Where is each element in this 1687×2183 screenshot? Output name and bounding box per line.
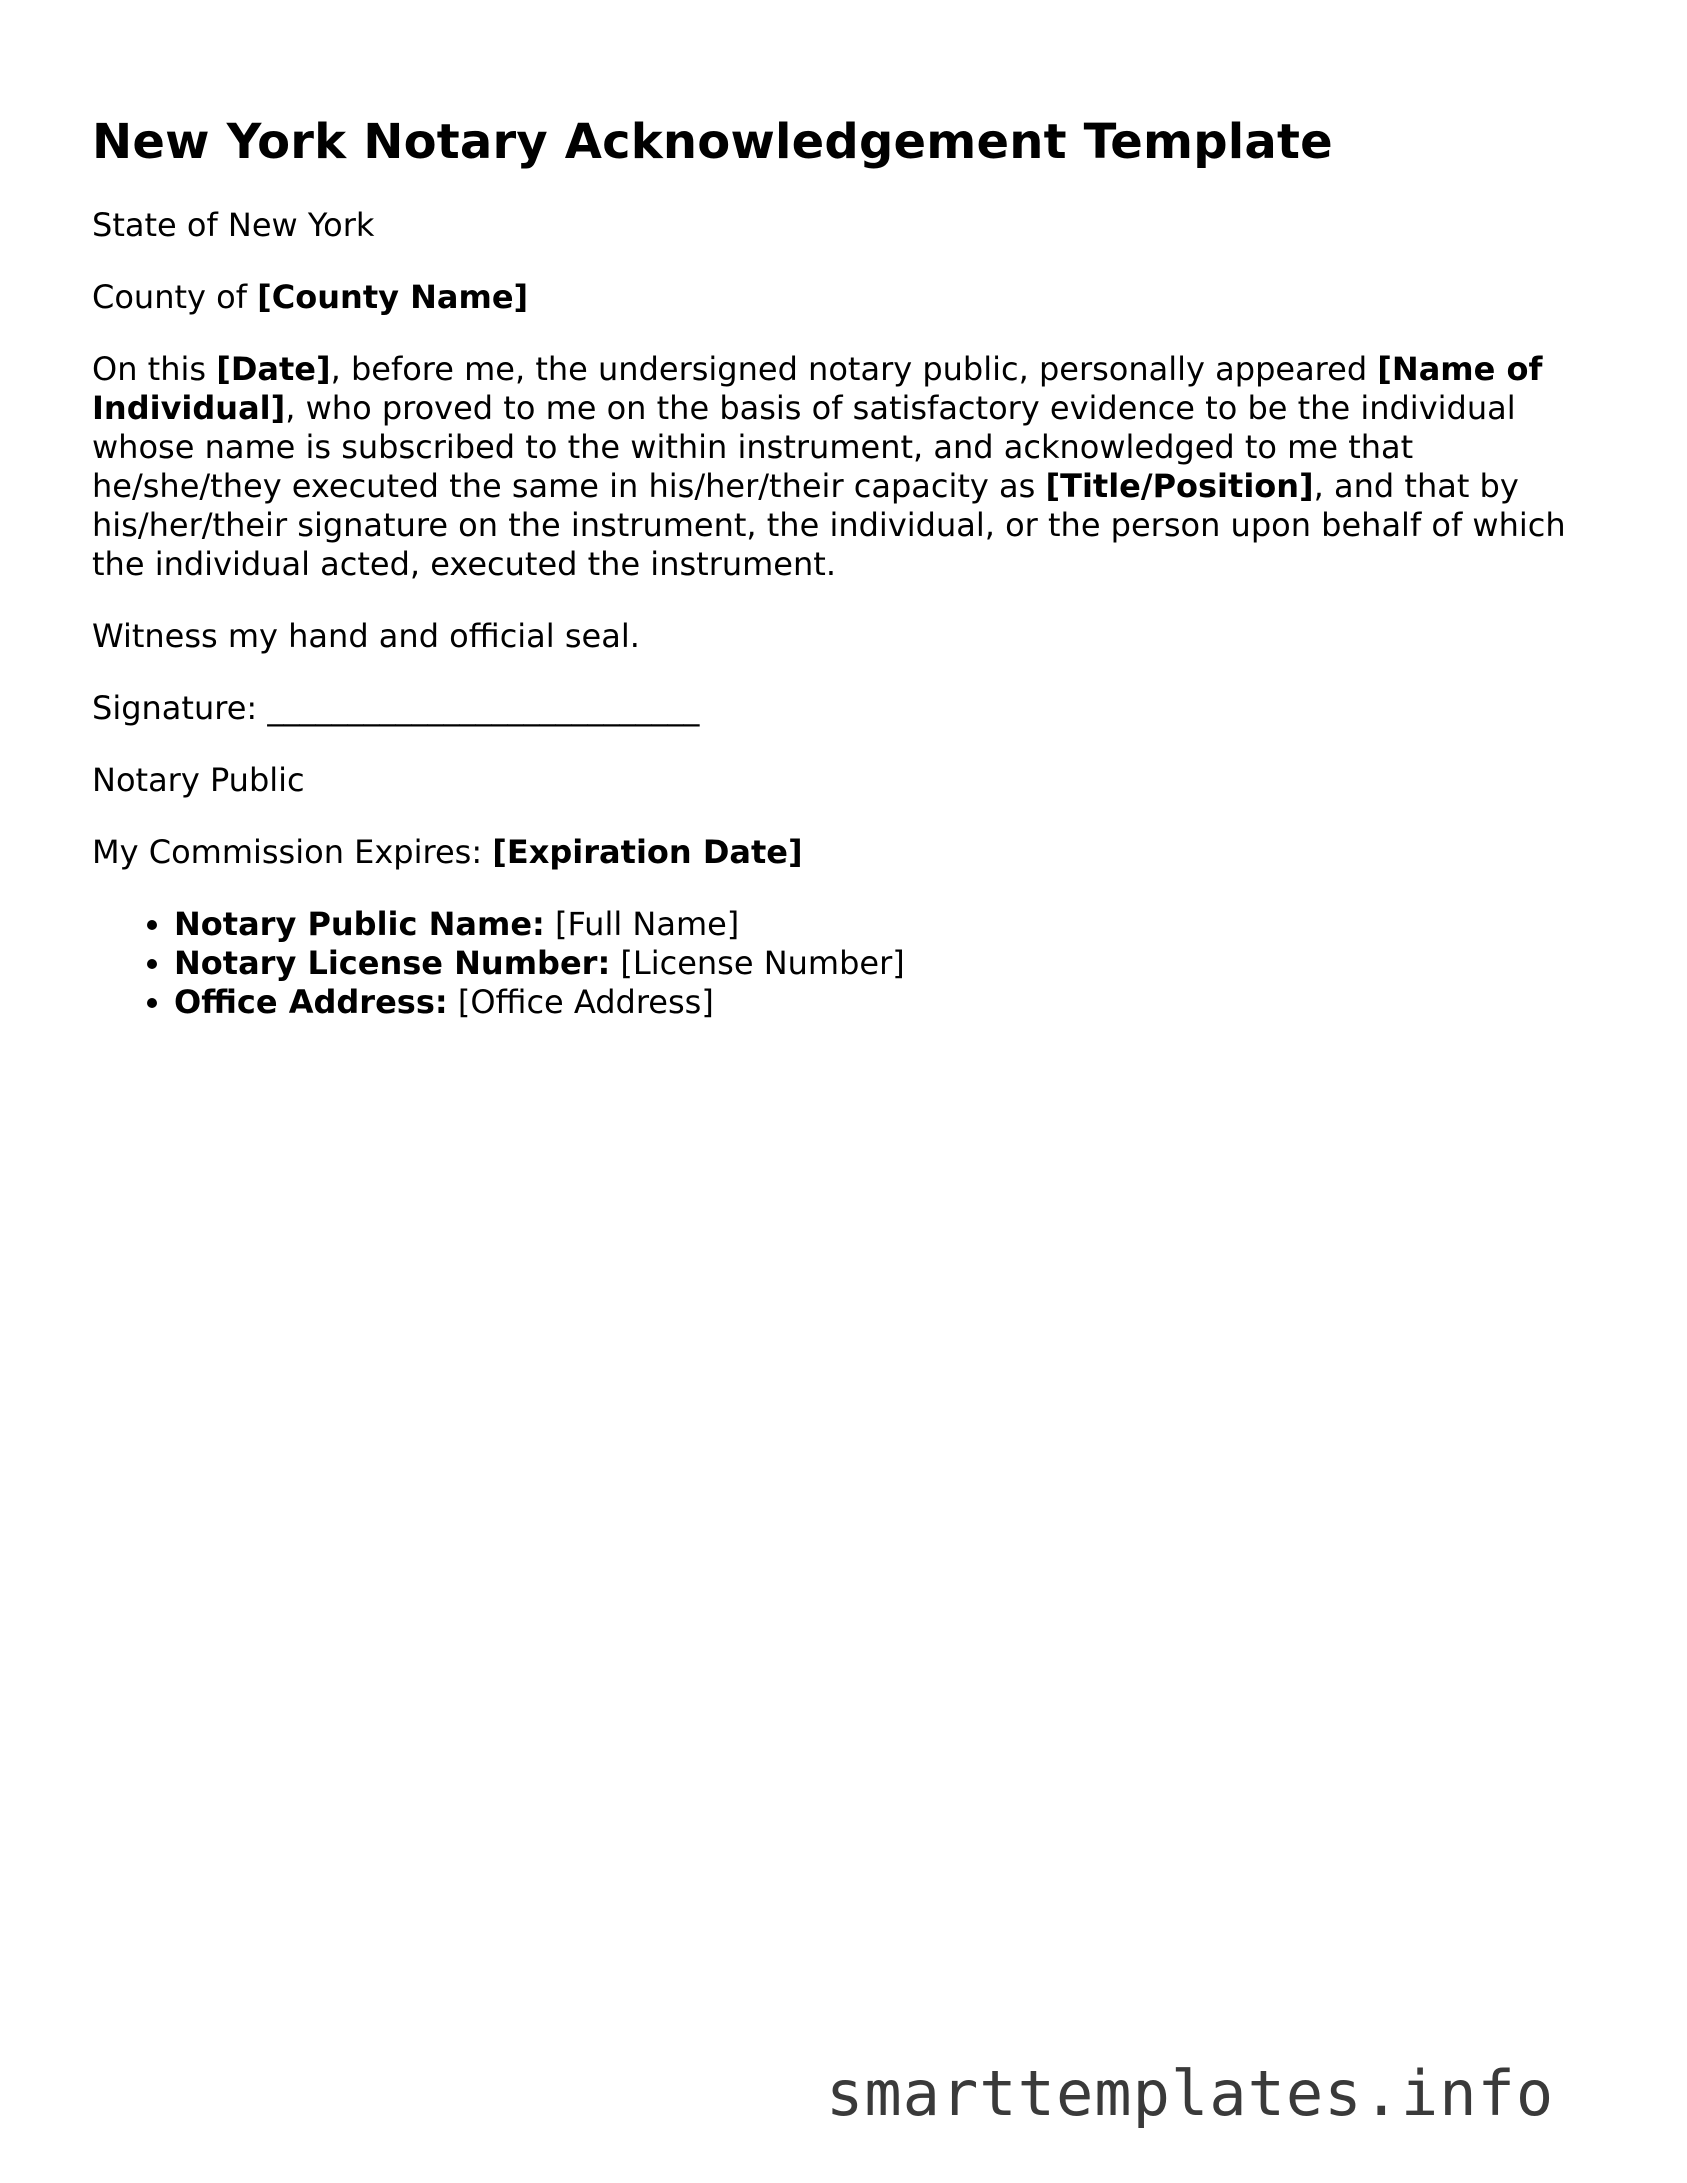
witness-line: Witness my hand and official seal. — [92, 617, 640, 655]
page-title: New York Notary Acknowledgement Template — [92, 114, 1333, 170]
acknowledgement-paragraph — [92, 350, 1602, 584]
watermark: smarttemplates.info — [826, 2057, 1555, 2130]
commission-prefix: My Commission Expires: — [92, 833, 493, 871]
county-prefix: County of — [92, 278, 258, 316]
detail-value: [License Number] — [610, 944, 905, 982]
date-placeholder: [Date] — [216, 350, 331, 388]
title-position-placeholder: [Title/Position] — [1045, 467, 1314, 505]
list-item — [174, 944, 1602, 983]
notary-details-list — [92, 905, 1602, 1022]
detail-label: Notary License Number: — [174, 944, 611, 982]
list-item — [174, 905, 1602, 944]
county-line — [92, 278, 1602, 317]
state-line: State of New York — [92, 206, 375, 244]
individual-name-placeholder: [Name of Individual] — [92, 350, 1543, 427]
detail-value: [Full Name] — [544, 905, 740, 943]
detail-label: Notary Public Name: — [174, 905, 545, 943]
detail-value: [Office Address] — [447, 983, 714, 1021]
notary-public-label: Notary Public — [92, 761, 305, 799]
commission-line — [92, 833, 1602, 872]
ack-text-2: , before me, the undersigned notary public, personally appeared — [330, 350, 1378, 388]
list-item — [174, 983, 1602, 1022]
ack-text-4: , and that by his/her/their signature on the instrument, the individual, or the person upon behalf of which the individual acted, executed the instrument. — [92, 467, 1566, 583]
ack-text-1: On this — [92, 350, 217, 388]
expiration-date-placeholder: [Expiration Date] — [492, 833, 803, 871]
county-placeholder: [County Name] — [257, 278, 529, 316]
document-page — [92, 112, 1602, 1022]
ack-text-3: , who proved to me on the basis of satisfactory evidence to be the individual whose name is subscribed to the within instrument, and acknowledged to me that he/she/they executed the same in his/her/their capacity as — [92, 389, 1516, 505]
detail-label: Office Address: — [174, 983, 448, 1021]
signature-line: Signature: ___________________________ — [92, 689, 700, 727]
